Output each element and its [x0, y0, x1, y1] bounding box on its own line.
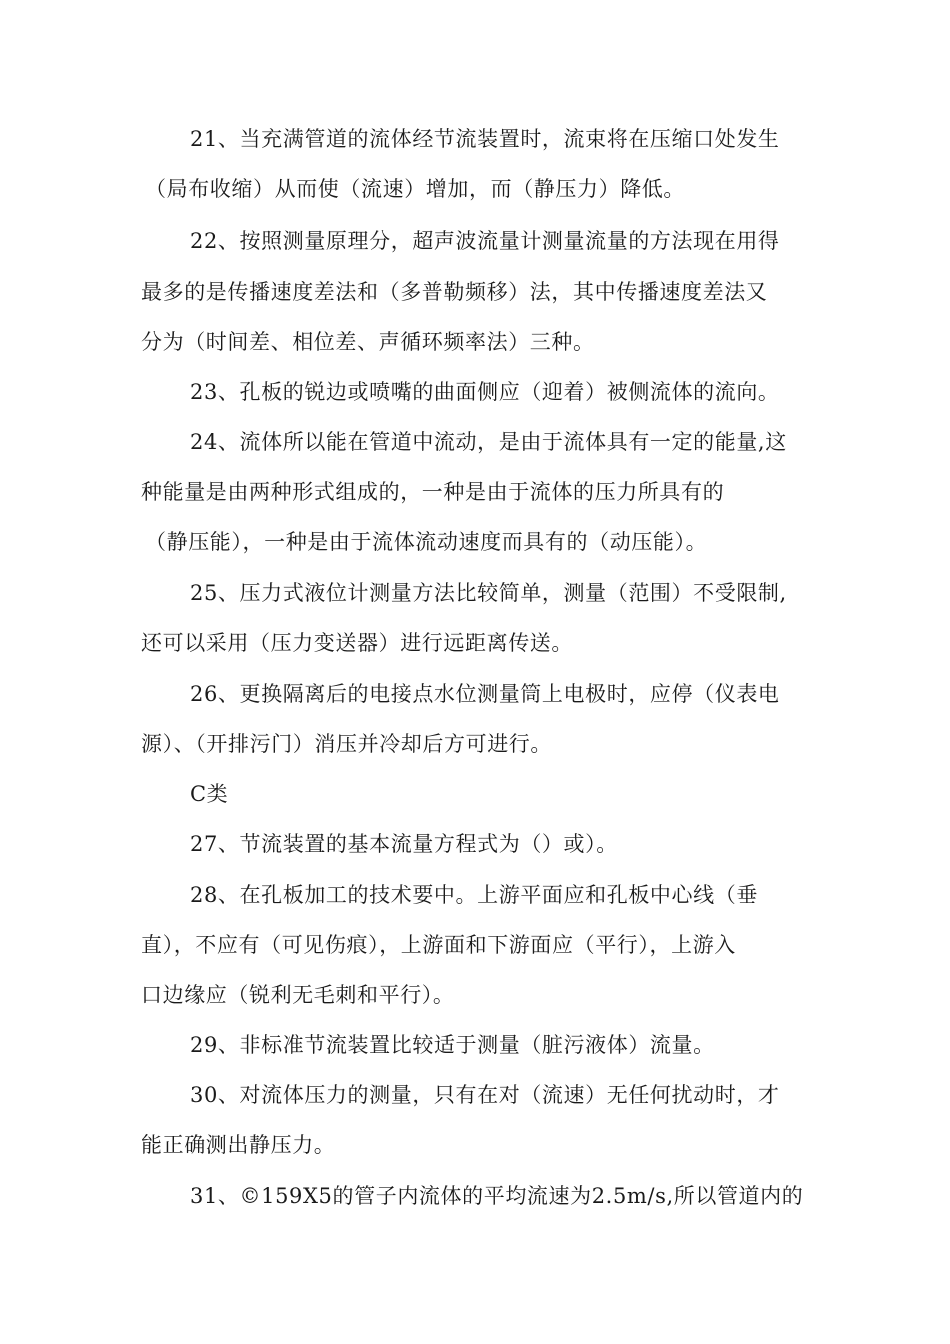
text-line-25b: 还可以采用（压力变送器）进行远距离传送。	[141, 631, 573, 655]
text-line-29: 29、非标准节流装置比较适于测量（脏污液体）流量。	[190, 1033, 715, 1057]
text-line-25a: 25、压力式液位计测量方法比较简单，测量（范围）不受限制,	[190, 581, 787, 605]
text-line-24b: 种能量是由两种形式组成的，一种是由于流体的压力所具有的	[141, 480, 725, 504]
text-line-24a: 24、流体所以能在管道中流动，是由于流体具有一定的能量,这	[190, 430, 787, 454]
text-line-26b: 源）、（开排污门）消压并冷却后方可进行。	[141, 732, 552, 756]
text-line-27: 27、节流装置的基本流量方程式为（）或）。	[190, 832, 618, 856]
text-line-22a: 22、按照测量原理分，超声波流量计测量流量的方法现在用得	[190, 229, 780, 253]
text-line-28a: 28、在孔板加工的技术要中。上游平面应和孔板中心线（垂	[190, 883, 758, 907]
text-line-30a: 30、对流体压力的测量，只有在对（流速）无任何扰动时，才	[190, 1083, 780, 1107]
text-line-31: 31、©159X5的管子内流体的平均流速为2.5m/s,所以管道内的	[190, 1184, 804, 1208]
text-line-28b: 直），不应有（可见伤痕），上游面和下游面应（平行），上游入	[141, 933, 736, 957]
text-line-24c: （静压能），一种是由于流体流动速度而具有的（动压能）。	[145, 530, 708, 554]
text-line-21a: 21、当充满管道的流体经节流装置时，流束将在压缩口处发生	[190, 127, 780, 151]
text-line-21b: （局布收缩）从而使（流速）增加，而（静压力）降低。	[145, 177, 685, 201]
section-heading-c: C类	[190, 782, 229, 806]
text-line-23: 23、孔板的锐边或喷嘴的曲面侧应（迎着）被侧流体的流向。	[190, 380, 780, 404]
text-line-22b: 最多的是传播速度差法和（多普勒频移）法，其中传播速度差法又	[141, 280, 768, 304]
text-line-26a: 26、更换隔离后的电接点水位测量筒上电极时，应停（仪表电	[190, 682, 780, 706]
text-line-30b: 能正确测出静压力。	[141, 1133, 336, 1157]
text-line-22c: 分为（时间差、相位差、声循环频率法）三种。	[141, 330, 595, 354]
text-line-28c: 口边缘应（锐利无毛刺和平行）。	[141, 983, 455, 1007]
